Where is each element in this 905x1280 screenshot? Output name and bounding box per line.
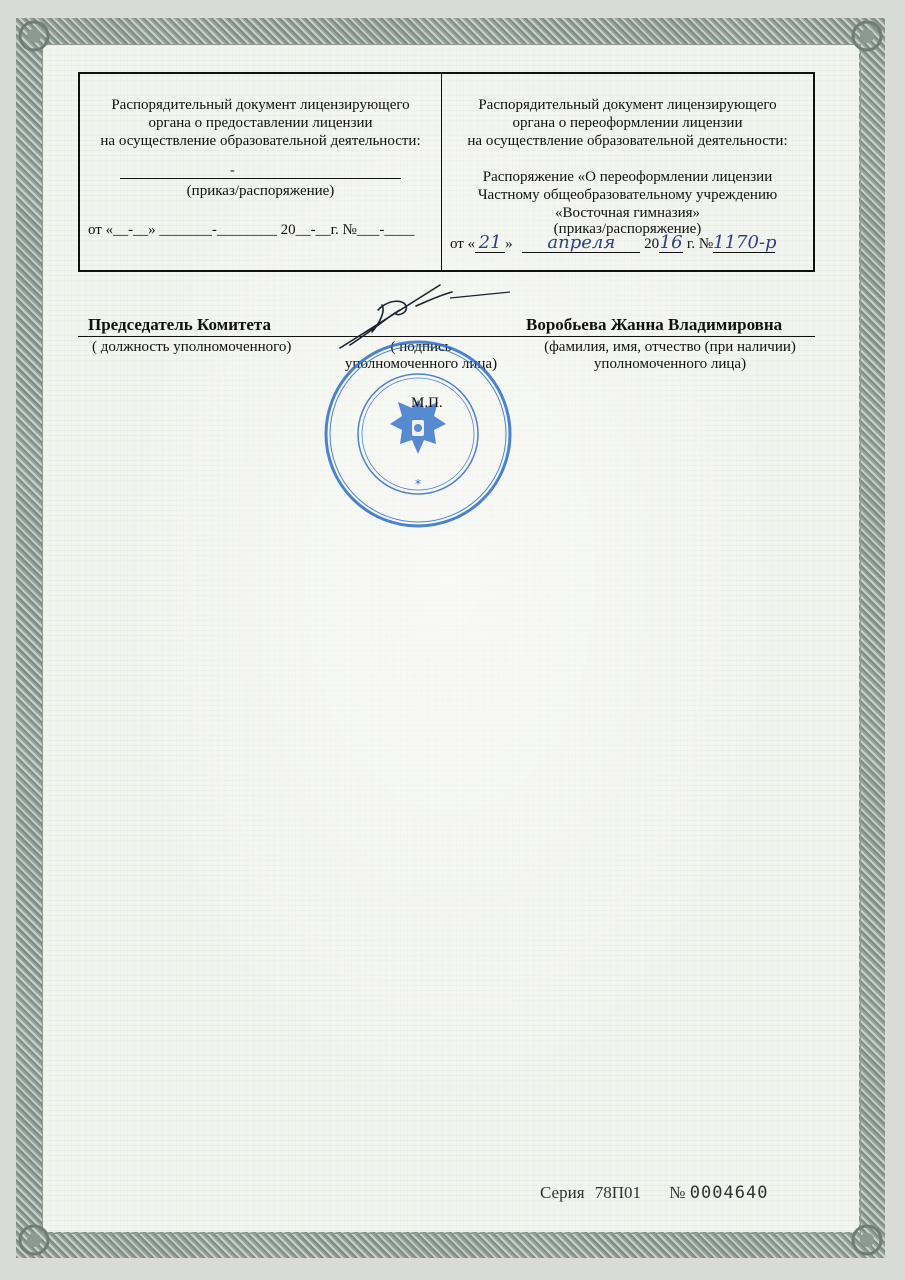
caption-fio (526, 339, 814, 373)
date-g: г. № (686, 236, 714, 252)
order-blank-dash: - (230, 163, 235, 178)
grant-decision-header (80, 96, 441, 150)
date-month: апреля (522, 234, 640, 253)
handwritten-signature (320, 270, 540, 360)
grant-decision-cell (80, 74, 442, 270)
date-prefix: от « (450, 236, 476, 252)
decision-table (78, 72, 815, 272)
reissue-decision-cell (442, 74, 813, 270)
date-year-suffix: 16 (659, 232, 683, 253)
caption-line: уполномоченного лица) (344, 356, 498, 372)
date-quote: » (505, 236, 513, 252)
date-line: от «__-__» _______-________ 20__-__г. №___-____ (88, 222, 415, 238)
caption-line: уполномоченного лица) (593, 356, 747, 372)
corner-ornament-icon (849, 1222, 885, 1258)
number-value: 0004640 (689, 1183, 769, 1203)
header-line: Распорядительный документ лицензирующего (111, 97, 410, 113)
header-line: Распорядительный документ лицензирующего (478, 97, 777, 113)
officer-name: Воробьева Жанна Владимировна (526, 315, 783, 334)
official-seal (322, 338, 514, 530)
order-caption: (приказ/распоряжение) (553, 221, 702, 237)
order-line: Частному общеобразовательному учреждению (477, 187, 778, 203)
caption-line: ( подпись (390, 339, 452, 355)
header-line: на осуществление образовательной деятельности: (467, 133, 788, 149)
corner-ornament-icon (849, 18, 885, 54)
order-line: Распоряжение «О переоформлении лицензии (482, 169, 773, 185)
svg-text:*: * (415, 477, 421, 491)
form-series (540, 1183, 768, 1203)
officer-title: Председатель Комитета (88, 315, 271, 334)
order-line: «Восточная гимназия» (554, 205, 701, 221)
date-day: 21 (475, 234, 505, 253)
caption-line: (фамилия, имя, отчество (при наличии) (544, 339, 796, 355)
caption-position: ( должность уполномоченного) (92, 339, 292, 355)
reissue-decision-header (442, 96, 813, 150)
series-value: 78П01 (594, 1183, 642, 1202)
date-number: 1170-р (713, 232, 777, 253)
number-label: № (669, 1183, 686, 1202)
seal-place-label: М.П. (411, 395, 443, 411)
order-caption: (приказ/распоряжение) (186, 183, 335, 199)
series-label: Серия (540, 1183, 585, 1202)
corner-ornament-icon (16, 18, 52, 54)
header-line: на осуществление образовательной деятельности: (100, 133, 421, 149)
header-line: органа о предоставлении лицензии (148, 115, 373, 131)
date-year-prefix: 20 (644, 236, 660, 252)
order-text (442, 168, 813, 222)
order-blank-line (120, 178, 401, 179)
reissue-date-line (450, 234, 775, 253)
header-line: органа о переоформлении лицензии (512, 115, 743, 131)
corner-ornament-icon (16, 1222, 52, 1258)
